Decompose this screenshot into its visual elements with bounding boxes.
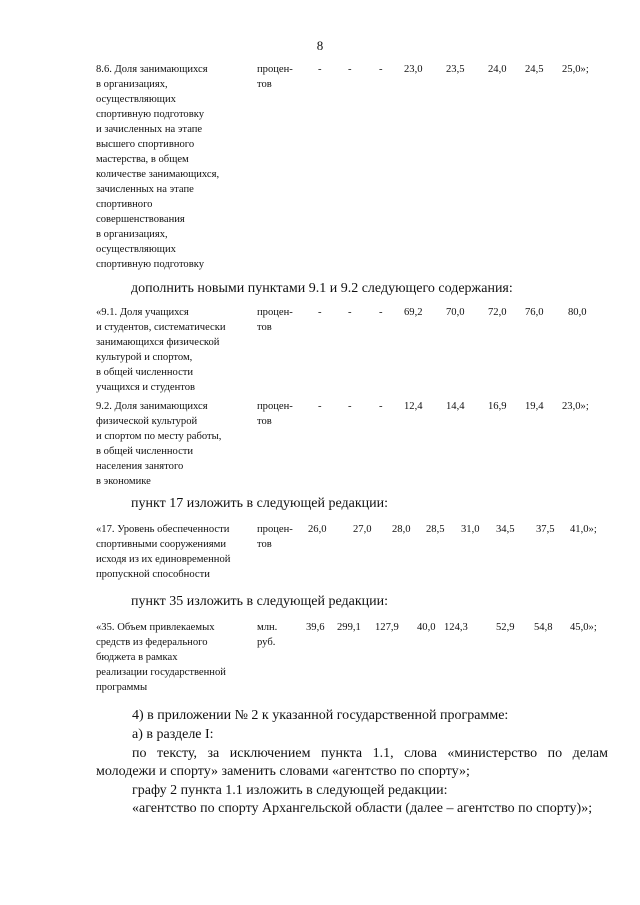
value-cell: - [348, 64, 352, 75]
row-unit: процен- тов [257, 64, 293, 90]
value-cell: - [348, 307, 352, 318]
value-cell: 24,5 [525, 64, 544, 75]
row-label: «9.1. Доля учащихся и студентов, систематически занимающихся физической культурой и спортом, в общей численности учащихся и студентов [96, 307, 226, 393]
value-cell: 69,2 [404, 307, 423, 318]
value-cell: 52,9 [496, 622, 515, 633]
value-cell: 72,0 [488, 307, 507, 318]
value-cell: 124,3 [444, 622, 468, 633]
value-cell: 23,5 [446, 64, 465, 75]
value-cell: 41,0»; [570, 524, 597, 535]
value-cell: 25,0»; [562, 64, 589, 75]
value-cell: 16,9 [488, 401, 507, 412]
value-cell: 23,0»; [562, 401, 589, 412]
value-cell: 12,4 [404, 401, 423, 412]
row-label: 9.2. Доля занимающихся физической культурой и спортом по месту работы, в общей численности населения занятого в экономике [96, 401, 222, 487]
value-cell: 31,0 [461, 524, 480, 535]
row-label: «17. Уровень обеспеченности спортивными сооружениями исходя из их единовременной пропускной способности [96, 524, 231, 580]
value-cell: 19,4 [525, 401, 544, 412]
paragraph: 4) в приложении № 2 к указанной государственной программе: [132, 708, 509, 723]
section-heading: дополнить новыми пунктами 9.1 и 9.2 следующего содержания: [131, 281, 513, 296]
value-cell: 28,5 [426, 524, 445, 535]
row-unit: процен- тов [257, 401, 293, 427]
value-cell: 39,6 [306, 622, 325, 633]
row-unit: процен- тов [257, 307, 293, 333]
paragraph: «агентство по спорту Архангельской области (далее – агентство по спорту)»; [132, 801, 593, 816]
value-cell: 24,0 [488, 64, 507, 75]
section-heading: пункт 35 изложить в следующей редакции: [131, 594, 388, 609]
row-label: 8.6. Доля занимающихся в организациях, осуществляющих спортивную подготовку и зачисленных на этапе высшего спортивного мастерства, в общем количестве занимающихся, зачисленных на этапе спортивного совершенствования в организациях, осуществляющих спортивную подготовку [96, 64, 220, 270]
value-cell: - [348, 401, 352, 412]
value-cell: 37,5 [536, 524, 555, 535]
value-cell: 40,0 [417, 622, 436, 633]
value-cell: - [379, 307, 383, 318]
paragraph: графу 2 пункта 1.1 изложить в следующей редакции: [132, 783, 448, 798]
value-cell: 80,0 [568, 307, 587, 318]
value-cell: 54,8 [534, 622, 553, 633]
value-cell: 76,0 [525, 307, 544, 318]
value-cell: 34,5 [496, 524, 515, 535]
section-heading: пункт 17 изложить в следующей редакции: [131, 496, 388, 511]
value-cell: 23,0 [404, 64, 423, 75]
value-cell: 299,1 [337, 622, 361, 633]
value-cell: - [318, 64, 322, 75]
paragraph: а) в разделе I: [132, 727, 214, 742]
value-cell: 45,0»; [570, 622, 597, 633]
row-label: «35. Объем привлекаемых средств из федерального бюджета в рамках реализации государственной программы [96, 622, 226, 693]
paragraph: по тексту, за исключением пункта 1.1, слова «министерство по делам молодежи и спорту» заменить словами «агентство по спорту»; [96, 746, 608, 779]
value-cell: 14,4 [446, 401, 465, 412]
value-cell: - [379, 64, 383, 75]
value-cell: 26,0 [308, 524, 327, 535]
value-cell: 127,9 [375, 622, 399, 633]
row-unit: млн. руб. [257, 622, 278, 648]
value-cell: - [379, 401, 383, 412]
row-unit: процен- тов [257, 524, 293, 550]
value-cell: 70,0 [446, 307, 465, 318]
value-cell: 27,0 [353, 524, 372, 535]
value-cell: - [318, 307, 322, 318]
value-cell: 28,0 [392, 524, 411, 535]
page-number: 8 [316, 38, 324, 53]
value-cell: - [318, 401, 322, 412]
